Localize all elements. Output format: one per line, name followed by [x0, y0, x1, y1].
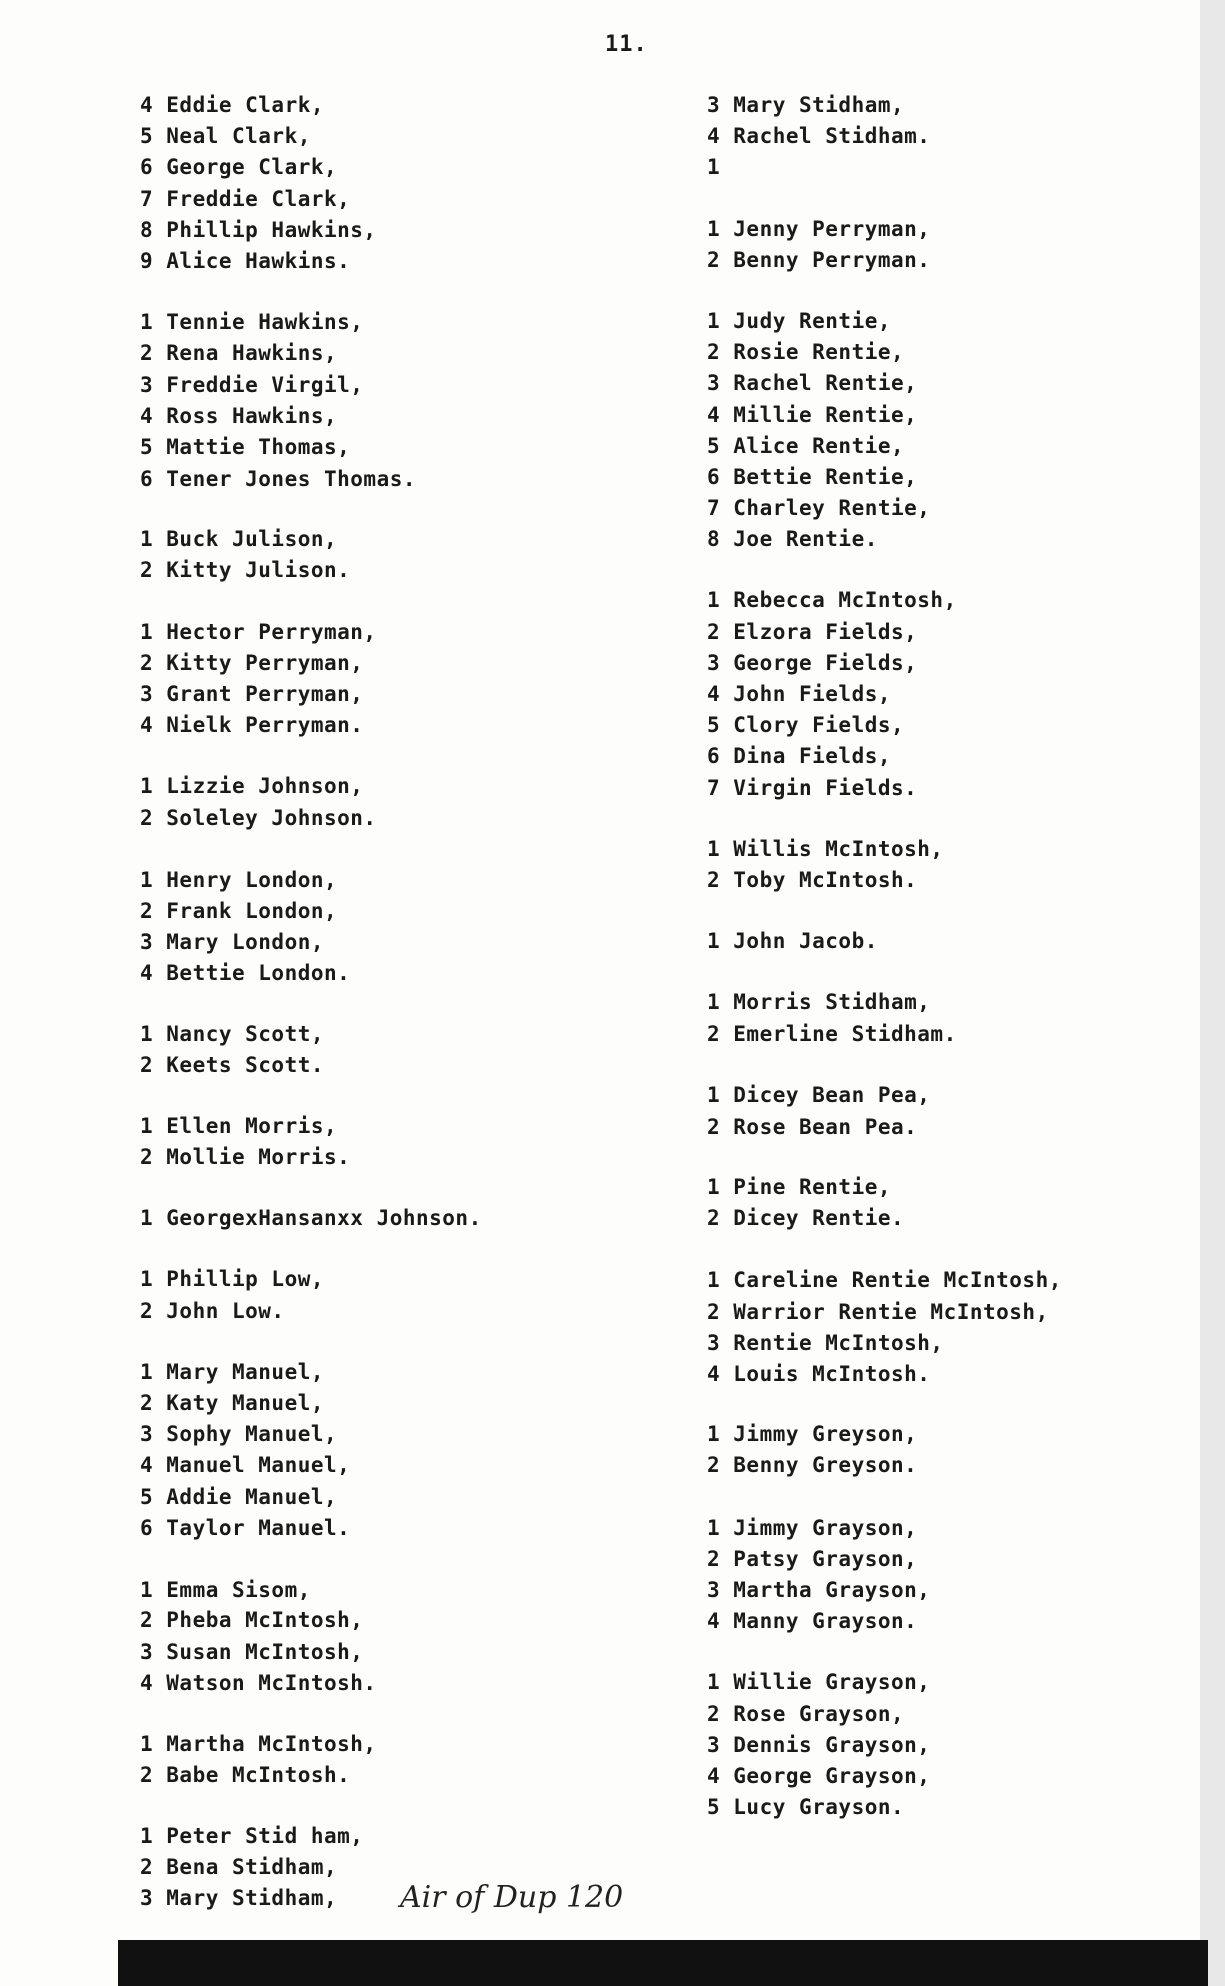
roll-entry [140, 246, 700, 277]
roll-entry [140, 1574, 700, 1605]
entry-text: 3 George Fields, [707, 650, 918, 675]
entry-text: 2 Benny Perryman. [707, 247, 931, 272]
roll-entry [707, 741, 1207, 772]
entry-text: 3 Mary Stidham, [140, 1886, 338, 1911]
entry-text: 5 Neal Clark, [140, 124, 311, 149]
entry-text: 2 Mollie Morris. [140, 1145, 351, 1170]
bottom-handwritten-note: Air of Dup 120 [400, 1880, 624, 1915]
entry-text: 2 Dicey Rentie. [707, 1206, 905, 1231]
name-group [140, 1264, 700, 1326]
entry-text: 7 Freddie Clark, [140, 186, 351, 211]
roll-entry [707, 710, 1207, 741]
roll-entry [140, 1605, 700, 1636]
entry-text: 1 Pine Rentie, [707, 1175, 892, 1200]
entry-text: 3 Grant Perryman, [140, 682, 364, 706]
entry-text: 2 Babe McIntosh. [140, 1762, 351, 1787]
roll-entry [707, 773, 1207, 804]
name-group [707, 987, 1207, 1049]
left-column [140, 90, 700, 1945]
entry-text: 1 Henry London, [140, 867, 338, 892]
roll-entry [707, 1264, 1207, 1295]
roll-entry [707, 1296, 1207, 1327]
entry-text: 1 Nancy Scott, [140, 1021, 325, 1046]
entry-text: 2 Soleley Johnson. [140, 805, 377, 830]
roll-entry [707, 648, 1207, 679]
roll-entry [140, 1482, 700, 1513]
entry-text: 6 George Clark, [140, 155, 338, 180]
roll-entry [707, 245, 1207, 276]
roll-entry [140, 307, 700, 338]
roll-entry [707, 462, 1207, 493]
roll-entry [707, 1327, 1207, 1358]
entry-text: 4 Manny Grayson. [707, 1609, 918, 1634]
roll-entry [140, 555, 700, 586]
name-group [140, 1019, 700, 1081]
roll-entry [707, 306, 1207, 337]
roll-entry [140, 864, 700, 895]
entry-text: 2 Keets Scott. [140, 1052, 325, 1077]
roll-entry [707, 1698, 1207, 1729]
roll-entry [707, 1019, 1207, 1050]
entry-text: 1 Hector Perryman, [140, 619, 377, 644]
name-group [707, 926, 1207, 957]
roll-entry [140, 1729, 700, 1760]
roll-entry [140, 617, 700, 648]
entry-text: 3 Mary London, [140, 930, 325, 955]
entry-text: 3 Martha Grayson, [707, 1577, 931, 1602]
entry-text: 4 Louis McIntosh. [707, 1362, 931, 1386]
roll-entry [707, 1172, 1207, 1203]
entry-text: 1 Tennie Hawkins, [140, 310, 364, 335]
roll-entry [140, 771, 700, 802]
entry-text: 1 Emma Sisom, [140, 1577, 311, 1602]
entry-text: 1 GeorgexHansanxx Johnson. [140, 1206, 482, 1231]
entry-text: 1 Peter Stid ham, [140, 1824, 364, 1849]
entry-text: 2 Rose Bean Pea. [707, 1114, 918, 1139]
entry-text: 2 Emerline Stidham. [707, 1021, 957, 1046]
roll-entry [140, 1019, 700, 1050]
entry-text: 2 Kitty Julison. [140, 558, 351, 583]
roll-entry [707, 493, 1207, 524]
entry-text: 4 Watson McIntosh. [140, 1670, 377, 1695]
scan-bottom-edge [118, 1940, 1208, 1986]
entry-text: 4 Rachel Stidham. [707, 124, 931, 149]
name-group [707, 834, 1207, 896]
roll-entry [707, 1203, 1207, 1234]
name-group [140, 307, 700, 494]
entry-text: 4 John Fields, [707, 682, 892, 706]
entry-text: 4 Millie Rentie, [707, 402, 918, 427]
entry-text: 1 Rebecca McIntosh, [707, 588, 957, 613]
entry-text: 6 Bettie Rentie, [707, 464, 918, 489]
entry-text: 4 Manuel Manuel, [140, 1453, 351, 1478]
entry-text: 8 Phillip Hawkins, [140, 217, 377, 242]
entry-text: 8 Joe Rentie. [707, 527, 878, 552]
roll-entry [707, 1080, 1207, 1111]
roll-entry [707, 585, 1207, 616]
entry-text: 2 Elzora Fields, [707, 619, 918, 644]
entry-text: 1 Dicey Bean Pea, [707, 1082, 931, 1107]
entry-text: 3 Rentie McIntosh, [707, 1330, 944, 1355]
name-group [140, 771, 700, 833]
entry-text: 5 Lucy Grayson. [707, 1795, 905, 1820]
entry-text: 3 Dennis Grayson, [707, 1732, 931, 1757]
entry-text: 5 Addie Manuel, [140, 1484, 338, 1509]
entry-text: 4 Ross Hawkins, [140, 403, 338, 428]
roll-entry [707, 865, 1207, 896]
roll-entry [140, 1357, 700, 1388]
entry-text: 3 Susan McIntosh, [140, 1640, 364, 1665]
roll-entry [140, 1264, 700, 1295]
roll-entry [707, 400, 1207, 431]
roll-entry [707, 214, 1207, 245]
entry-text: 1 Buck Julison, [140, 527, 338, 552]
entry-text: 7 Charley Rentie, [707, 496, 931, 521]
entry-text: 2 Bena Stidham, [140, 1855, 338, 1880]
roll-entry [140, 215, 700, 246]
roll-entry [707, 1419, 1207, 1450]
roll-entry [140, 926, 700, 957]
roll-entry [140, 152, 700, 183]
roll-entry [707, 1450, 1207, 1481]
entry-text: 1 [707, 155, 721, 180]
name-group [140, 617, 700, 742]
roll-entry [140, 679, 700, 710]
roll-entry [140, 524, 700, 555]
entry-text: 3 Rachel Rentie, [707, 371, 918, 396]
name-group [140, 864, 700, 989]
roll-entry [140, 1296, 700, 1327]
roll-entry [140, 463, 700, 494]
roll-entry [140, 370, 700, 401]
entry-text: 6 Dina Fields, [707, 744, 892, 769]
entry-text: 4 George Grayson, [707, 1763, 931, 1788]
entry-text: 1 Careline Rentie McIntosh, [707, 1268, 1062, 1293]
entry-text: 2 Warrior Rentie McIntosh, [707, 1299, 1049, 1324]
roll-entry [707, 1111, 1207, 1142]
entry-text: 4 Bettie London. [140, 961, 351, 986]
name-group [707, 1172, 1207, 1234]
name-group [707, 1080, 1207, 1142]
right-column [707, 90, 1207, 1852]
entry-text: 5 Alice Rentie, [707, 433, 905, 458]
entry-text: 3 Sophy Manuel, [140, 1422, 338, 1447]
name-group [707, 1264, 1207, 1389]
name-group [707, 1419, 1207, 1481]
roll-entry [707, 1729, 1207, 1760]
roll-entry [707, 1512, 1207, 1543]
roll-entry [707, 1543, 1207, 1574]
roll-entry [707, 834, 1207, 865]
entry-text: 2 Frank London, [140, 898, 338, 923]
name-group [140, 1111, 700, 1173]
roll-entry [140, 1388, 700, 1419]
roll-entry [140, 1450, 700, 1481]
name-group [707, 90, 1207, 184]
name-group [707, 1512, 1207, 1637]
roll-entry [140, 1821, 700, 1852]
roll-entry [707, 1358, 1207, 1389]
roll-entry [707, 368, 1207, 399]
roll-entry [140, 648, 700, 679]
roll-entry [140, 1419, 700, 1450]
name-group [707, 585, 1207, 803]
entry-text: 2 Katy Manuel, [140, 1391, 325, 1415]
roll-entry [707, 1760, 1207, 1791]
roll-entry [140, 121, 700, 152]
roll-entry [707, 337, 1207, 368]
roll-entry [140, 1203, 700, 1234]
entry-text: 9 Alice Hawkins. [140, 248, 351, 273]
entry-text: 1 John Jacob. [707, 929, 878, 954]
entry-text: 1 Jimmy Grayson, [707, 1515, 918, 1540]
roll-entry [707, 90, 1207, 121]
entry-text: 1 Jimmy Greyson, [707, 1422, 918, 1447]
entry-text: 2 Benny Greyson. [707, 1453, 918, 1478]
entry-text: 3 Mary Stidham, [707, 93, 905, 117]
roll-entry [140, 1636, 700, 1667]
entry-text: 2 Rose Grayson, [707, 1701, 905, 1726]
roll-entry [707, 1666, 1207, 1697]
name-group [707, 306, 1207, 556]
entry-text: 6 Tener Jones Thomas. [140, 467, 417, 492]
roll-entry [140, 957, 700, 988]
entry-text: 2 John Low. [140, 1298, 285, 1323]
entry-text: 1 Mary Manuel, [140, 1359, 325, 1384]
entry-text: 5 Mattie Thomas, [140, 434, 351, 459]
entry-text: 4 Eddie Clark, [140, 93, 325, 117]
entry-text: 1 Willie Grayson, [707, 1670, 931, 1695]
name-group [707, 214, 1207, 276]
entry-text: 3 Freddie Virgil, [140, 372, 364, 397]
roll-entry [140, 1142, 700, 1173]
entry-text: 2 Pheba McIntosh, [140, 1608, 364, 1633]
roll-entry [140, 710, 700, 741]
entry-text: 1 Lizzie Johnson, [140, 774, 364, 799]
roll-entry [140, 803, 700, 834]
entry-text: 2 Patsy Grayson, [707, 1546, 918, 1571]
entry-text: 7 Virgin Fields. [707, 775, 918, 800]
entry-text: 2 Kitty Perryman, [140, 650, 364, 675]
entry-text: 5 Clory Fields, [707, 713, 905, 738]
entry-text: 1 Willis McIntosh, [707, 836, 944, 861]
entry-text: 4 Nielk Perryman. [140, 713, 364, 738]
roll-entry [140, 338, 700, 369]
entry-text: 2 Rena Hawkins, [140, 341, 338, 366]
name-group [140, 1357, 700, 1544]
roll-entry [140, 1050, 700, 1081]
entry-text: 1 Morris Stidham, [707, 990, 931, 1015]
entry-text: 1 Martha McIntosh, [140, 1731, 377, 1756]
roll-entry [140, 1513, 700, 1544]
roll-entry [140, 401, 700, 432]
roll-entry [707, 679, 1207, 710]
name-group [140, 1574, 700, 1699]
entry-text: 2 Rosie Rentie, [707, 340, 905, 365]
roll-entry [707, 121, 1207, 152]
entry-text: 1 Ellen Morris, [140, 1113, 338, 1138]
entry-text: 1 Jenny Perryman, [707, 216, 931, 241]
page-number: 11. [605, 32, 648, 57]
roll-entry [707, 1605, 1207, 1636]
roll-entry [140, 1668, 700, 1699]
roll-entry [140, 895, 700, 926]
roll-entry [140, 184, 700, 215]
name-group [140, 90, 700, 277]
roll-entry [707, 1574, 1207, 1605]
roll-entry [140, 432, 700, 463]
roll-entry [140, 1760, 700, 1791]
entry-text: 1 Judy Rentie, [707, 308, 892, 333]
roll-entry [707, 926, 1207, 957]
entry-text: 6 Taylor Manuel. [140, 1515, 351, 1540]
name-group [140, 1203, 700, 1234]
roll-entry [707, 431, 1207, 462]
roll-entry [140, 1852, 700, 1883]
roll-entry [707, 987, 1207, 1018]
name-group [707, 1666, 1207, 1822]
name-group [140, 1729, 700, 1791]
roll-entry [707, 617, 1207, 648]
entry-text: 1 Phillip Low, [140, 1267, 325, 1292]
roll-entry [707, 524, 1207, 555]
roll-entry [140, 1111, 700, 1142]
roll-entry [140, 90, 700, 121]
roll-entry [707, 152, 1207, 183]
name-group [140, 524, 700, 586]
entry-text: 2 Toby McIntosh. [707, 867, 918, 892]
roll-entry [707, 1791, 1207, 1822]
